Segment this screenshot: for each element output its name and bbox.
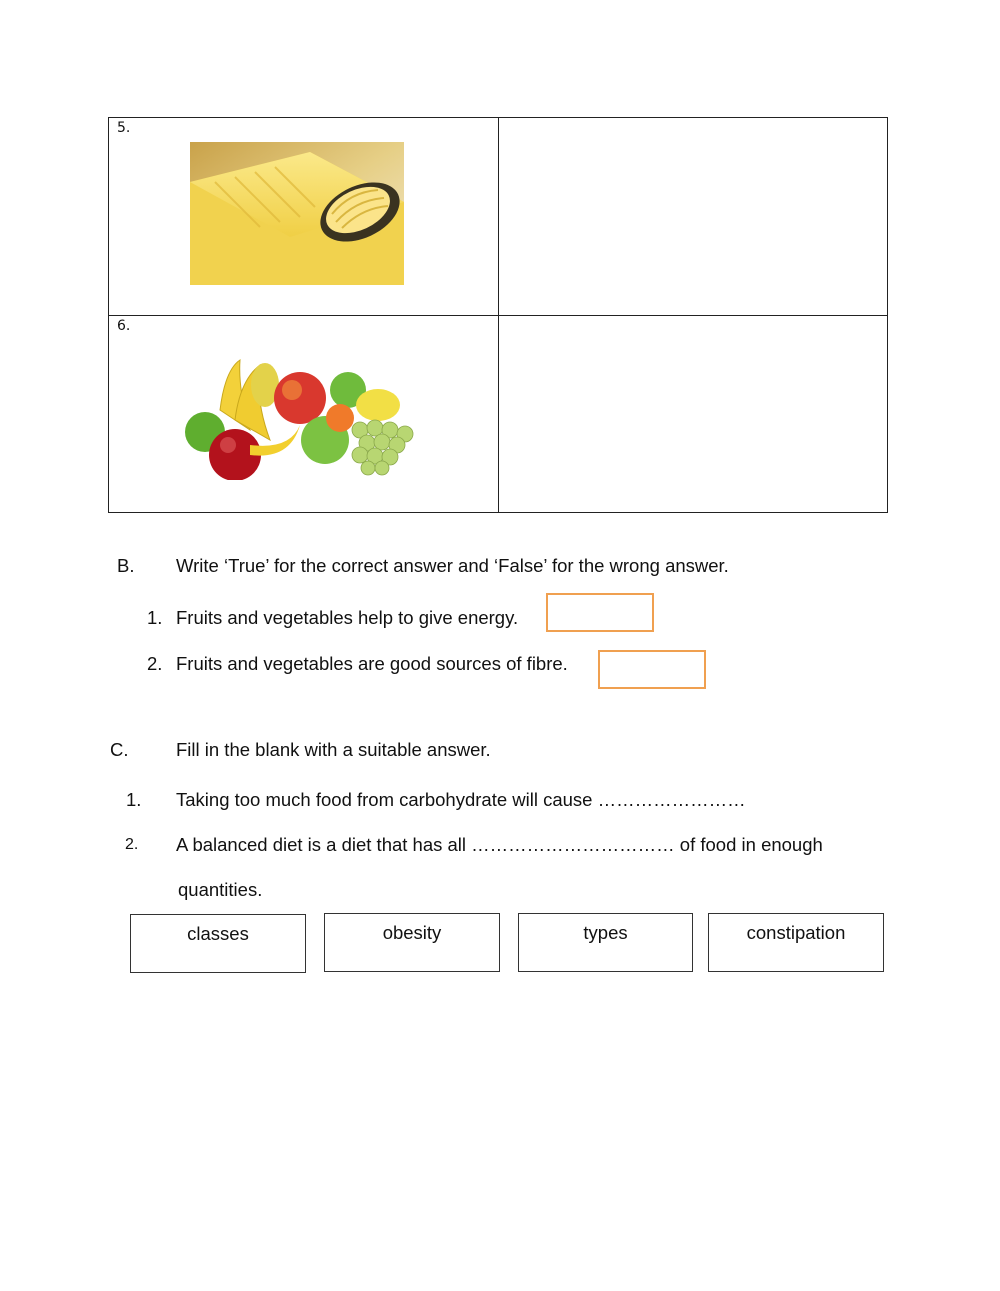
section-b-item-2-text: Fruits and vegetables are good sources of fibre.	[176, 653, 568, 674]
assorted-fruits-image	[180, 350, 420, 480]
section-c-letter: C.	[110, 739, 129, 760]
section-b-instruction: Write ‘True’ for the correct answer and ‘False’ for the wrong answer.	[176, 555, 729, 576]
section-c-item-2-text: A balanced diet is a diet that has all …………………………… of food in enough	[176, 834, 823, 855]
answer-box-b2[interactable]	[598, 650, 706, 689]
word-bank-types[interactable]: types	[518, 913, 693, 972]
answer-box-b1[interactable]	[546, 593, 654, 632]
section-c-instruction: Fill in the blank with a suitable answer.	[176, 739, 491, 760]
section-b-item-2-number: 2.	[147, 653, 163, 674]
word-bank-constipation[interactable]: constipation	[708, 913, 884, 972]
word-bank-obesity[interactable]: obesity	[324, 913, 500, 972]
section-b-item-1-text: Fruits and vegetables help to give energy.	[176, 607, 519, 628]
word-bank-classes[interactable]: classes	[130, 914, 306, 973]
row-number-5: 5.	[117, 120, 131, 136]
section-c-item-1-text: Taking too much food from carbohydrate will cause ……………………	[176, 789, 746, 810]
section-b-item-1-number: 1.	[147, 607, 163, 628]
table-divider-horizontal	[108, 315, 888, 316]
section-c-item-2-number: 2.	[125, 836, 139, 853]
section-b-letter: B.	[117, 555, 135, 576]
section-c-item-1-number: 1.	[126, 789, 142, 810]
butter-curl-image	[190, 142, 404, 285]
row-number-6: 6.	[117, 318, 131, 334]
section-c-item-2-continuation: quantities.	[178, 879, 263, 900]
